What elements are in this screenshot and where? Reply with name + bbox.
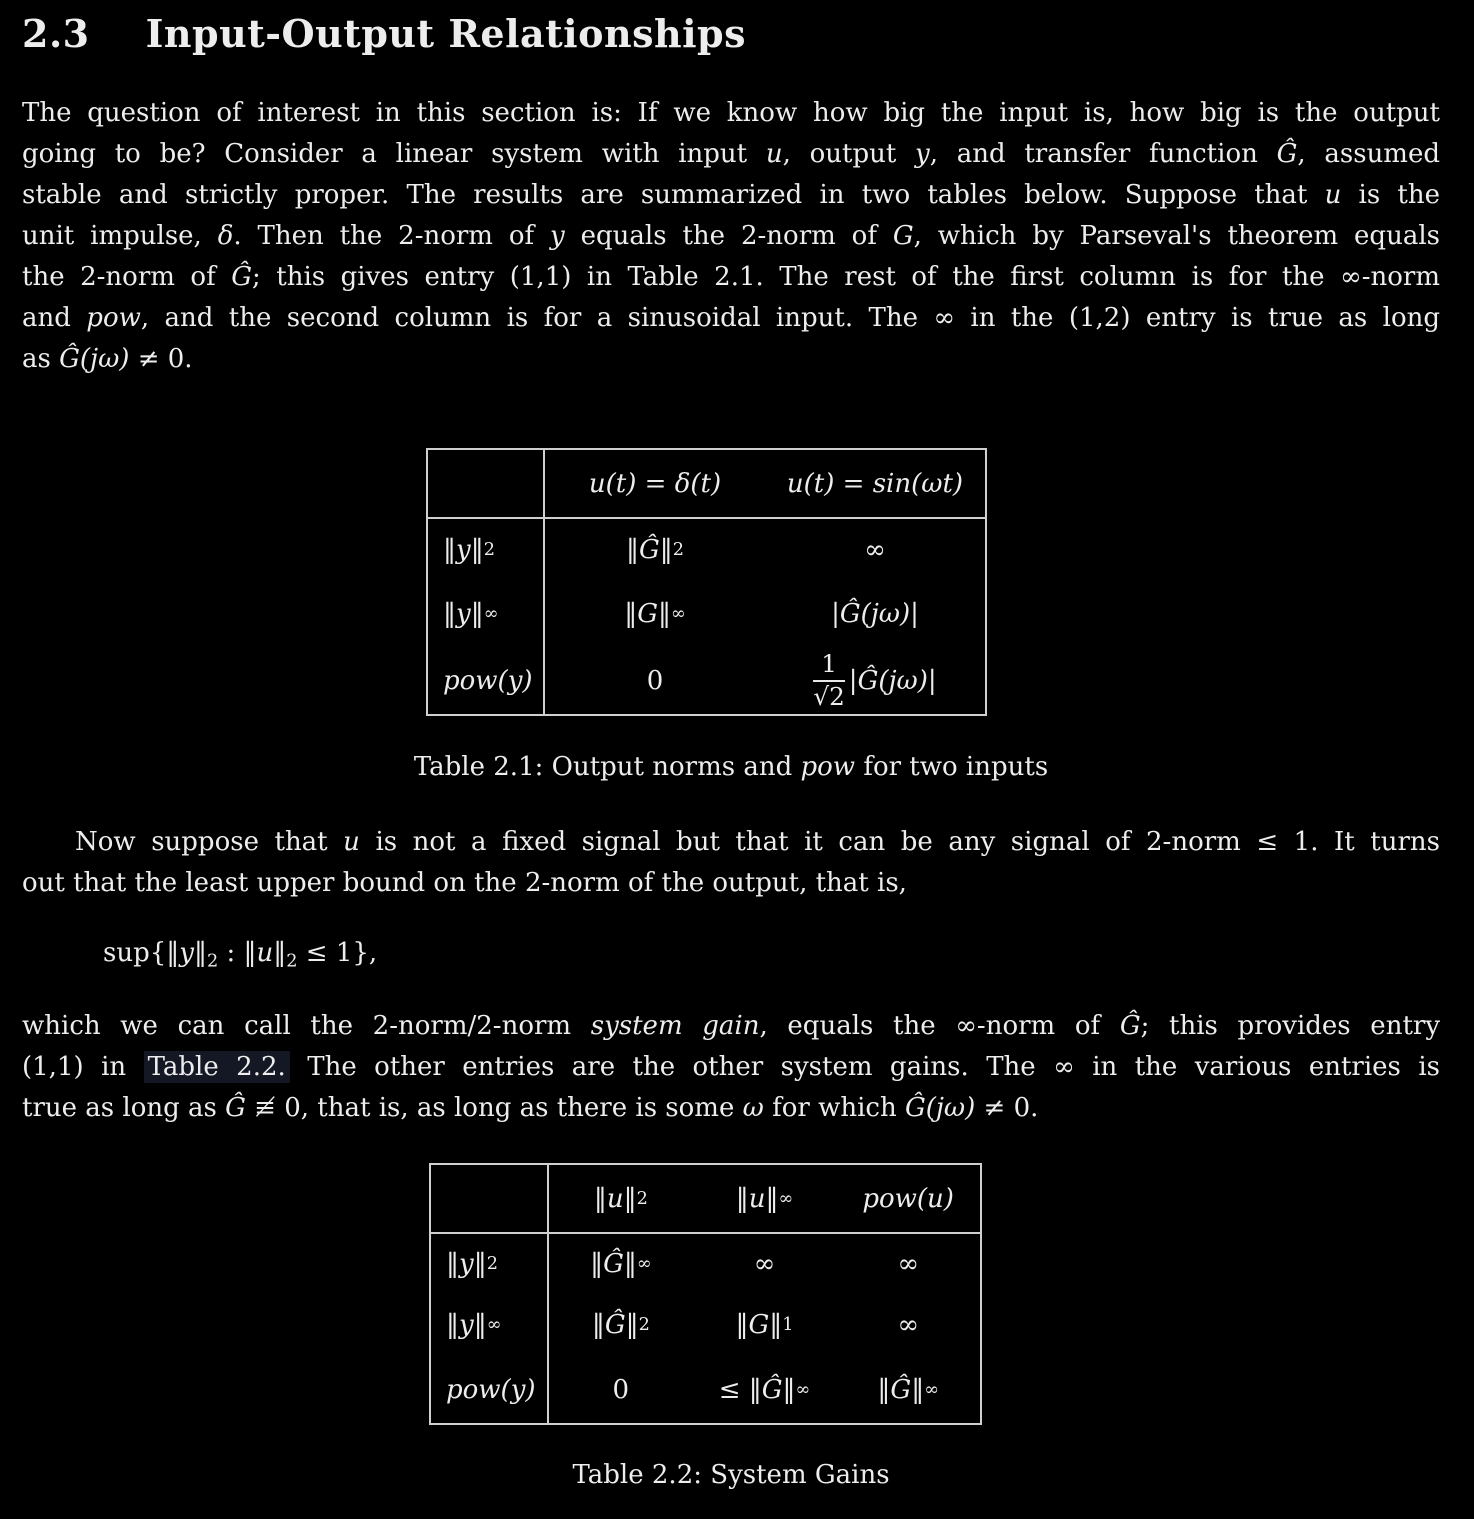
paragraph-sup-intro — [22, 822, 1440, 904]
table-2-1-row-label: ‖ y ‖ 2 — [428, 519, 545, 581]
section-title: Input-Output Relationships — [145, 11, 747, 56]
text-line: which we can call the 2-norm/2-norm system gain, equals the ∞-norm of Ĝ; this provides entry — [22, 1011, 1441, 1041]
text-line: (1,1) in Table 2.2. The other entries are the other system gains. The ∞ in the various entries is — [22, 1052, 1440, 1082]
table-2-2-cell: ‖ G ‖ 1 — [735, 1310, 794, 1340]
table-2-2-column-header: ‖ u ‖ 2 — [549, 1165, 693, 1234]
sup-equation: $sup\{‖y‖_2$ : $‖u‖_2 \le 1$}, — [103, 938, 378, 972]
table-2-2-cell: ∞ — [897, 1310, 919, 1340]
table-2-1-column-header: u(t) = sin(ωt) — [765, 450, 985, 519]
table-2-1-row-label: pow(y) — [428, 647, 545, 714]
table-2-2-reference-link[interactable]: Table 2.2. — [144, 1051, 290, 1083]
table-2-1-row-label: ‖ y ‖ ∞ — [428, 581, 545, 647]
table-2-1-cell: ∞ — [864, 535, 886, 565]
table-2-1-cell: ‖ G ‖ ∞ — [624, 599, 686, 629]
table-2-2-cell: ≤ ‖ Ĝ ‖ ∞ — [718, 1374, 811, 1405]
table-2-2-cell: ∞ — [897, 1249, 919, 1279]
text-line: the 2-norm of Ĝ; this gives entry (1,1) in Table 2.1. The rest of the first column is for the ∞-norm — [22, 262, 1440, 292]
table-2-2-column-header: ‖ u ‖ ∞ — [693, 1165, 837, 1234]
table-2-1-column-header: u(t) = δ(t) — [545, 450, 765, 519]
text-line: and pow, and the second column is for a sinusoidal input. The ∞ in the (1,2) entry is true as long — [22, 303, 1440, 333]
text-line: The question of interest in this section is: If we know how big the input is, how big is the output — [22, 98, 1440, 128]
table-2-2-column-header: pow(u) — [836, 1165, 980, 1234]
table-2-1-cell: | Ĝ(jω) | — [831, 599, 919, 629]
fraction: $\frac{1}{√2}$ — [813, 649, 845, 711]
text-line: as Ĝ(jω) ≠ 0. — [22, 344, 193, 374]
table-2-2-row-label: pow(y) — [431, 1356, 549, 1423]
text-line: stable and strictly proper. The results are summarized in two tables below. Suppose that u is the — [22, 180, 1440, 210]
table-2-1-cell: ‖ Ĝ ‖ 2 — [625, 535, 685, 565]
table-2-2-row-label: ‖ y ‖ ∞ — [431, 1294, 549, 1356]
table-2-2 — [429, 1163, 982, 1425]
table-2-2-cell: ∞ — [753, 1249, 776, 1279]
table-2-2-corner-cell — [431, 1165, 549, 1234]
table-2-2-row-label: ‖ y ‖ 2 — [431, 1234, 549, 1294]
table-2-1-cell: 0 — [646, 665, 664, 696]
table-2-1 — [426, 448, 987, 716]
section-number: 2.3 — [22, 11, 90, 56]
text-line: Now suppose that u is not a fixed signal but that it can be any signal of 2-norm ≤ 1. It turns — [75, 827, 1440, 857]
table-2-1-cell: $\frac{1}{√2}$ | Ĝ(jω) | — [813, 649, 937, 711]
paragraph-system-gain — [22, 1006, 1440, 1129]
table-2-1-caption: Table 2.1: Output norms and pow for two inputs — [413, 752, 1049, 782]
text-line: true as long as Ĝ ≢ 0, that is, as long as there is some ω for which Ĝ(jω) ≠ 0. — [22, 1093, 1039, 1123]
table-2-2-cell: ‖ Ĝ ‖ ∞ — [877, 1374, 939, 1405]
table-2-1-corner-cell — [428, 450, 545, 519]
table-2-2-cell: ‖ Ĝ ‖ ∞ — [590, 1249, 652, 1279]
paragraph-intro — [22, 93, 1440, 380]
text-line: out that the least upper bound on the 2-norm of the output, that is, — [22, 868, 907, 898]
table-2-2-caption: Table 2.2: System Gains — [572, 1460, 890, 1490]
table-2-2-cell: 0 — [612, 1374, 630, 1405]
table-2-2-cell: ‖ Ĝ ‖ 2 — [591, 1310, 650, 1340]
text-line: going to be? Consider a linear system with input u, output y, and transfer function Ĝ, assumed — [22, 139, 1440, 169]
text-line: unit impulse, δ. Then the 2-norm of y equals the 2-norm of G, which by Parseval's theorem equals — [22, 221, 1440, 251]
section-heading — [22, 10, 1440, 58]
